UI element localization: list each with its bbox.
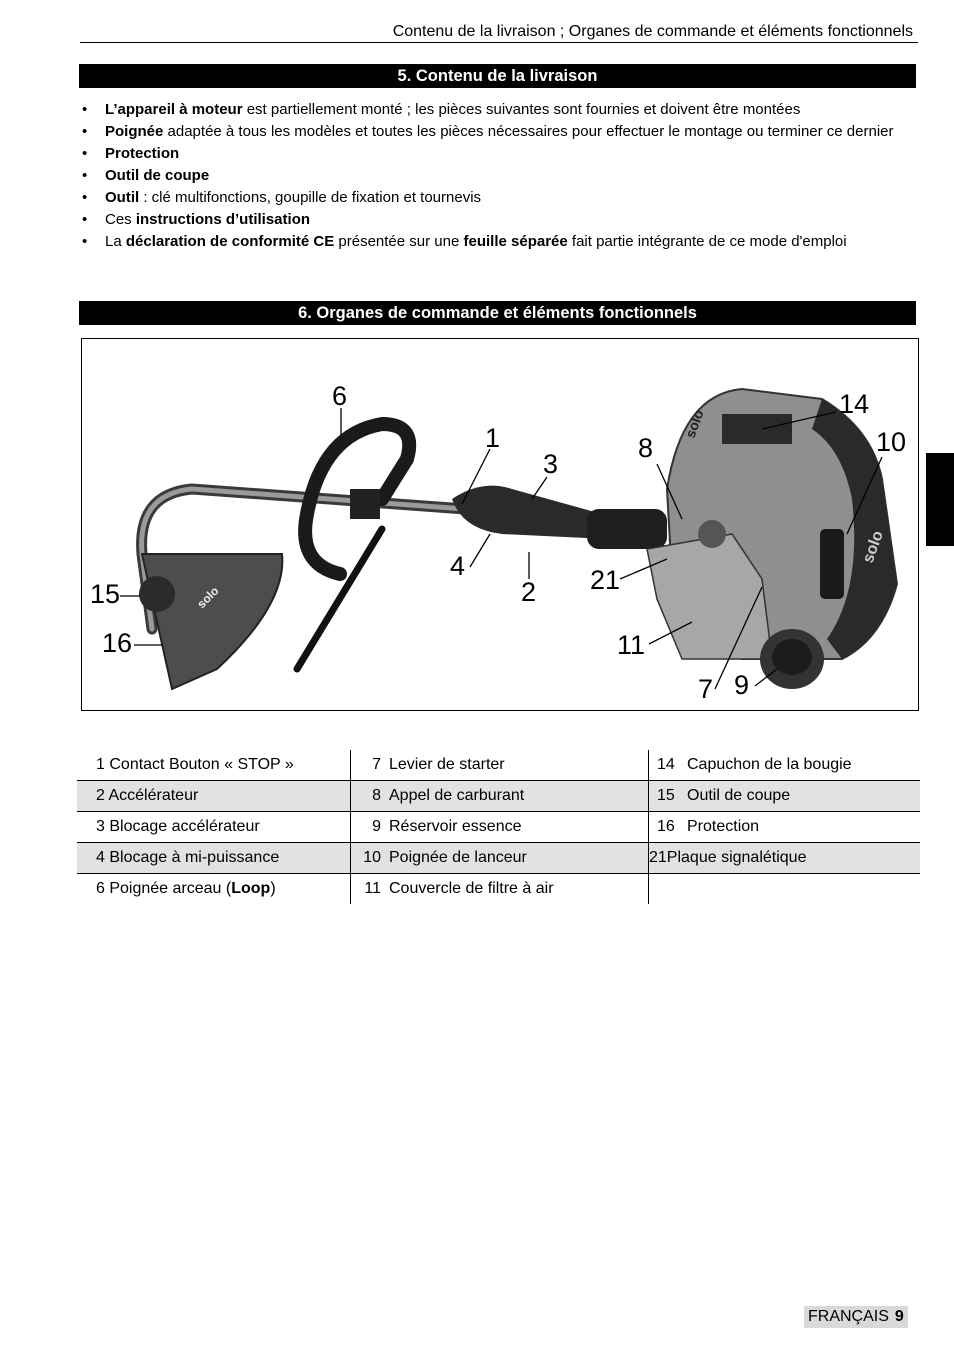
- legend-label: Appel de carburant: [389, 787, 525, 804]
- item-bold-2: feuille séparée: [463, 233, 568, 250]
- section-5-title: 5. Contenu de la livraison: [79, 64, 916, 88]
- legend-label: Réservoir essence: [389, 818, 522, 835]
- legend-cell: [351, 812, 649, 843]
- callout-4: 4: [450, 551, 466, 581]
- legend-cell: [77, 874, 351, 905]
- item-bold: Poignée: [105, 123, 164, 140]
- table-row: [77, 750, 920, 781]
- engine-logo-side: solo: [859, 528, 888, 566]
- callout-16: 16: [102, 628, 133, 658]
- legend-cell: [351, 874, 649, 905]
- legend-num: 16: [657, 818, 675, 835]
- callout-2: 2: [521, 577, 537, 607]
- legend-label: Outil de coupe: [687, 787, 791, 804]
- item-bold: Protection: [105, 145, 180, 162]
- list-item: [80, 232, 916, 251]
- item-text: fait partie intégrante de ce mode d'emploi: [567, 233, 847, 250]
- legend-label: Plaque signalétique: [666, 849, 807, 866]
- section-6-title: 6. Organes de commande et éléments fonctionnels: [79, 301, 916, 325]
- legend-cell: [351, 750, 649, 781]
- legend-label: Blocage accélérateur: [109, 818, 260, 835]
- legend-label-bold: Loop: [231, 880, 271, 897]
- list-item: [80, 122, 916, 141]
- legend-cell: [649, 781, 921, 812]
- legend-num: 14: [657, 756, 675, 773]
- callout-11: 11: [617, 630, 646, 660]
- legend-label: Protection: [687, 818, 760, 835]
- legend-num: 3: [96, 818, 105, 835]
- legend-label: Poignée arceau (: [109, 880, 232, 897]
- legend-cell: [649, 812, 921, 843]
- item-bold: Outil: [105, 189, 140, 206]
- legend-num: 6: [96, 880, 105, 897]
- legend-label: Accélérateur: [108, 787, 199, 804]
- engine-logo-top: solo: [681, 407, 707, 441]
- callout-7: 7: [698, 674, 714, 704]
- legend-num: 1: [96, 756, 105, 773]
- legend-cell: [77, 843, 351, 874]
- page-footer: [804, 1306, 908, 1328]
- running-head-text: Contenu de la livraison ; Organes de commande et éléments fonctionnels: [392, 23, 913, 40]
- brushcutter-figure: [81, 338, 919, 711]
- legend-num: 8: [372, 787, 381, 804]
- table-row: [77, 843, 920, 874]
- callout-3: 3: [543, 449, 559, 479]
- item-bold: déclaration de conformité CE: [125, 233, 335, 250]
- list-item: [80, 188, 916, 207]
- item-bold: Outil de coupe: [105, 167, 210, 184]
- list-item: [80, 100, 916, 119]
- legend-num: 7: [372, 756, 381, 773]
- list-item: [80, 210, 916, 229]
- brushcutter-illustration: [82, 339, 918, 710]
- legend-table: [77, 750, 920, 904]
- legend-label-end: ): [270, 880, 276, 897]
- item-bold: instructions d’utilisation: [135, 211, 311, 228]
- callout-9: 9: [734, 670, 750, 700]
- table-row: [77, 781, 920, 812]
- callout-6: 6: [332, 381, 348, 411]
- legend-cell: [351, 843, 649, 874]
- callout-14: 14: [839, 389, 870, 419]
- delivery-list: [80, 100, 916, 254]
- table-row: [77, 812, 920, 843]
- legend-cell: [649, 750, 921, 781]
- callout-1: 1: [485, 423, 501, 453]
- legend-label: Capuchon de la bougie: [687, 756, 852, 773]
- callout-21: 21: [590, 565, 621, 595]
- item-pre: La: [105, 233, 126, 250]
- item-pre: Ces: [105, 211, 136, 228]
- footer-language: FRANÇAIS: [808, 1308, 889, 1325]
- item-text: : clé multifonctions, goupille de fixation et tournevis: [139, 189, 482, 206]
- legend-label: Contact Bouton « STOP »: [109, 756, 294, 773]
- item-bold: L’appareil à moteur: [105, 101, 243, 118]
- legend-num: 9: [372, 818, 381, 835]
- legend-num: 11: [364, 880, 381, 897]
- callout-10: 10: [876, 427, 907, 457]
- legend-cell: [77, 750, 351, 781]
- legend-num: 2: [96, 787, 105, 804]
- legend-num: 15: [657, 787, 675, 804]
- page-number: 9: [894, 1308, 904, 1325]
- item-text: est partiellement monté ; les pièces suivantes sont fournies et doivent être montées: [242, 101, 801, 118]
- list-item: [80, 166, 916, 185]
- table-row: [77, 874, 920, 905]
- legend-cell: [649, 843, 921, 874]
- guard-logo: solo: [194, 583, 222, 612]
- legend-num: 10: [363, 849, 381, 866]
- language-tab-marker: [926, 453, 954, 546]
- legend-label: Couvercle de filtre à air: [389, 880, 554, 897]
- legend-num: 4: [96, 849, 105, 866]
- legend-label: Poignée de lanceur: [389, 849, 527, 866]
- legend-label: Blocage à mi-puissance: [109, 849, 280, 866]
- item-text: adaptée à tous les modèles et toutes les pièces nécessaires pour effectuer le montage ou terminer ce dernier: [163, 123, 894, 140]
- legend-cell: [77, 781, 351, 812]
- legend-cell: [351, 781, 649, 812]
- callout-15: 15: [90, 579, 121, 609]
- legend-cell: [77, 812, 351, 843]
- legend-label: Levier de starter: [389, 756, 505, 773]
- list-item: [80, 144, 916, 163]
- item-mid: présentée sur une: [334, 233, 464, 250]
- legend-num: 21: [649, 849, 667, 866]
- legend-cell-empty: [649, 874, 921, 905]
- running-head: [80, 22, 918, 43]
- callout-8: 8: [638, 433, 654, 463]
